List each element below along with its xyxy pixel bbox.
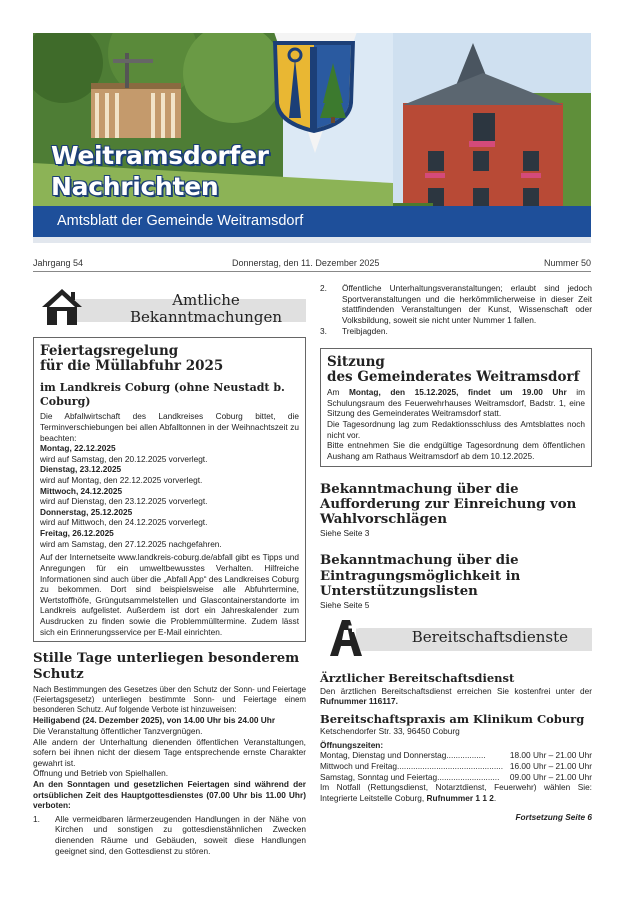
article-paragraph: Die Veranstaltung öffentlicher Tanzvergnügen. — [33, 725, 203, 736]
lead-bold: Montag, den 15.12.2025, findet um 19.00 Uhr — [349, 387, 567, 398]
prohibition-list-continued — [320, 283, 592, 337]
article-title: Stille Tage unterliegen besonderem Schutz — [33, 651, 300, 682]
newspaper-title-line-1: Weitramsdorfer — [51, 141, 269, 170]
section-title-line-1: Amtliche — [172, 291, 240, 309]
section-header-official — [33, 283, 306, 329]
notice-reference: Siehe Seite 3 — [320, 527, 370, 538]
lead-text: Am — [327, 387, 349, 398]
hours-row — [320, 750, 592, 761]
newspaper-title-line-2: Nachrichten — [51, 172, 219, 201]
doctor-service — [320, 672, 592, 707]
hours-row — [320, 761, 592, 772]
notice-nominations — [320, 482, 592, 539]
left-column — [33, 283, 306, 857]
schedule-note: wird auf Montag, den 22.12.2025 vorverlegt. — [40, 475, 203, 486]
emergency-practice — [320, 713, 592, 804]
continued-note: Fortsetzung Seite 6 — [515, 812, 592, 823]
schedule-note: wird auf Mittwoch, den 24.12.2025 vorverlegt. — [40, 517, 208, 528]
emergency-end: . — [493, 792, 497, 803]
practice-address: Ketschendorfer Str. 33, 96450 Coburg — [320, 726, 460, 737]
list-item — [320, 326, 592, 337]
notice-reference: Siehe Seite 5 — [320, 599, 370, 610]
schedule-day: Donnerstag, 25.12.2025 — [40, 506, 133, 517]
emergency-text — [320, 782, 592, 803]
hours-label: Öffnungszeiten: — [320, 739, 384, 750]
box-title-line-2: für die Müllabfuhr 2025 — [40, 358, 224, 375]
schedule-list — [40, 443, 299, 549]
box-title-line-1: Feiertagsregelung — [40, 343, 179, 359]
schedule-day: Montag, 22.12.2025 — [40, 443, 116, 454]
section-title-line-2: Bekanntmachungen — [130, 308, 282, 327]
council-lead — [327, 387, 585, 419]
prohibition-list — [33, 814, 306, 856]
section-title-official — [130, 292, 282, 326]
notice-title: Bekanntmachung über die Aufforderung zur Einreichung von Wahlvorschlägen — [320, 481, 577, 528]
list-item — [320, 283, 592, 325]
doctor-text — [320, 686, 592, 707]
schedule-note: wird auf Samstag, den 20.12.2025 vorverlegt. — [40, 453, 208, 464]
list-item-text: Öffentliche Unterhaltungsveranstaltungen; erlaubt sind jedoch Sportveranstaltungen und die herkömmlicherweise in dieser Zeit stattfindenden Veranstaltungen der Kunst, Wissenschaft oder Volksbildung, soweit sie nicht unter Nummer 1 fallen. — [342, 283, 592, 325]
list-item-number: 1. — [33, 813, 40, 824]
right-column — [320, 283, 592, 823]
box-subtitle: im Landkreis Coburg (ohne Neustadt b. Coburg) — [40, 381, 285, 409]
emergency-phone: Rufnummer 1 1 2 — [426, 792, 494, 803]
issue-date: Donnerstag, den 11. Dezember 2025 — [232, 258, 380, 268]
schedule-day: Dienstag, 23.12.2025 — [40, 464, 122, 475]
schedule-day: Freitag, 26.12.2025 — [40, 528, 114, 539]
article-highlight-2: An den Sonntagen und gesetzlichen Feiertagen sind während der ortsüblichen Zeit des Hauptgottesdienstes (07.00 Uhr bis 11.00 Uhr) verboten: — [33, 779, 306, 811]
waste-holiday-box — [33, 337, 306, 642]
hours-days: Montag, Dienstag und Donnerstag................. — [320, 750, 486, 761]
hours-time: 16.00 Uhr – 21.00 Uhr — [509, 760, 592, 771]
doctor-text-body: Den ärztlichen Bereitschaftsdienst erreichen Sie kostenfrei unter der — [320, 685, 592, 696]
header-divider — [33, 237, 591, 243]
box-title-line-2: des Gemeinderates Weitramsdorf — [327, 369, 580, 386]
article-highlight: Heiligabend (24. Dezember 2025), von 14.00 Uhr bis 24.00 Uhr — [33, 715, 276, 726]
list-item — [33, 814, 306, 856]
newspaper-subtitle: Amtsblatt der Gemeinde Weitramsdorf — [33, 206, 591, 237]
council-paragraph: Bitte entnehmen Sie die endgültige Tagesordnung dem öffentlichen Aushang am Rathaus Weitramsdorf ab dem 10.12.2025. — [327, 440, 585, 461]
list-item-number: 2. — [320, 283, 327, 293]
hours-time: 09.00 Uhr – 21.00 Uhr — [509, 771, 592, 782]
council-paragraph: Die Tagesordnung lag zum Redaktionsschluss des Amtsblattes noch nicht vor. — [327, 419, 585, 440]
hours-days: Mittwoch und Freitag.............................................. — [320, 760, 504, 771]
list-item-text: Treibjagden. — [342, 326, 388, 337]
hours-days: Samstag, Sonntag und Feiertag........................... — [320, 771, 500, 782]
section-header-services — [320, 616, 592, 660]
box-title-line-1: Sitzung — [327, 354, 385, 371]
box-outro: Auf der Internetseite www.landkreis-coburg.de/abfall gibt es Tipps und Anregungen für ein umweltbewusstes Verhalten. Hilfreiche Informationen sind auch über die „Abfall App“ des Landkreises Coburg zu bekommen. Dort sind beispielsweise alle Abfuhrtermine, Wertstoffhöfe, Grüngutsammelstellen und Glascontainerstandorte im Landkreis aufgelistet. Außerdem ist dort ein Jahreskalender zum Ausdrucken zu finden sowie die Problemmülltermine. Zudem lässt sich ein Erinnerungsservice per E-Mail einrichten. — [40, 552, 299, 637]
article-paragraph: Öffnung und Betrieb von Spielhallen. — [33, 768, 168, 779]
coat-of-arms-icon — [273, 41, 355, 133]
hours-row — [320, 772, 592, 783]
hours-time: 18.00 Uhr – 21.00 Uhr — [509, 750, 592, 761]
emergency-body: Im Notfall (Rettungsdienst, Notarztdienst, Feuerwehr) wählen Sie: Integrierte Leitstelle Coburg, — [320, 782, 592, 803]
lead-text-2: im Schulungsraum des Feuerwehrhauses Weitramsdorf, Badstr. 1, eine Sitzung des Gemeinderates Weitramsdorf statt. — [327, 387, 585, 419]
house-icon — [41, 287, 83, 327]
box-intro: Die Abfallwirtschaft des Landkreises Coburg bittet, die Terminverschiebungen bei allen Abfalltonnen in der Weihnachtszeit zu beachten: — [40, 411, 299, 443]
masthead — [33, 33, 591, 243]
issue-number: Nummer 50 — [543, 258, 591, 268]
article-intro: Nach Bestimmungen des Gesetzes über den Schutz der Sonn- und Feiertage (Feiertagsgesetz) unterliegen bestimmte Sonn- und Feiertage einem besonderen Schutz. Auf folgende Verbote ist hinzuweisen: — [33, 685, 306, 715]
section-title-services: Bereitschaftsdienste — [411, 628, 568, 647]
doctor-phone: Rufnummer 116117. — [320, 696, 398, 707]
volume-label: Jahrgang 54 — [33, 258, 84, 268]
schedule-note: wird auf Dienstag, den 23.12.2025 vorverlegt. — [40, 496, 208, 507]
council-meeting-box — [320, 348, 592, 466]
notice-title: Bekanntmachung über die Eintragungsmöglichkeit in Unterstützungslisten — [320, 553, 521, 600]
quiet-days-article — [33, 651, 306, 856]
issue-info-bar — [33, 254, 591, 272]
practice-title: Bereitschaftspraxis am Klinikum Coburg — [320, 711, 585, 726]
list-item-text: Alle vermeidbaren lärmerzeugenden Handlungen in der Nähe von Kirchen und sonstigen zu gottesdienstähnlichen Zwecken dienenden Räume und Gebäuden, soweit diese Handlungen geeignet sind, den Gottesdienst zu stören. — [55, 813, 306, 856]
notice-support-lists — [320, 553, 592, 610]
list-item-number: 3. — [320, 326, 327, 337]
pharmacy-icon — [328, 618, 364, 658]
schedule-note: wird am Samstag, den 27.12.2025 nachgefahren. — [40, 538, 222, 549]
schedule-day: Mittwoch, 24.12.2025 — [40, 485, 123, 496]
article-paragraph: Alle andern der Unterhaltung dienenden öffentlichen Veranstaltungen, sofern bei ihnen nicht der diesem Tage entsprechende ernste Charakter gewahrt ist. — [33, 736, 306, 768]
doctor-title: Ärztlicher Bereitschaftsdienst — [320, 671, 515, 686]
